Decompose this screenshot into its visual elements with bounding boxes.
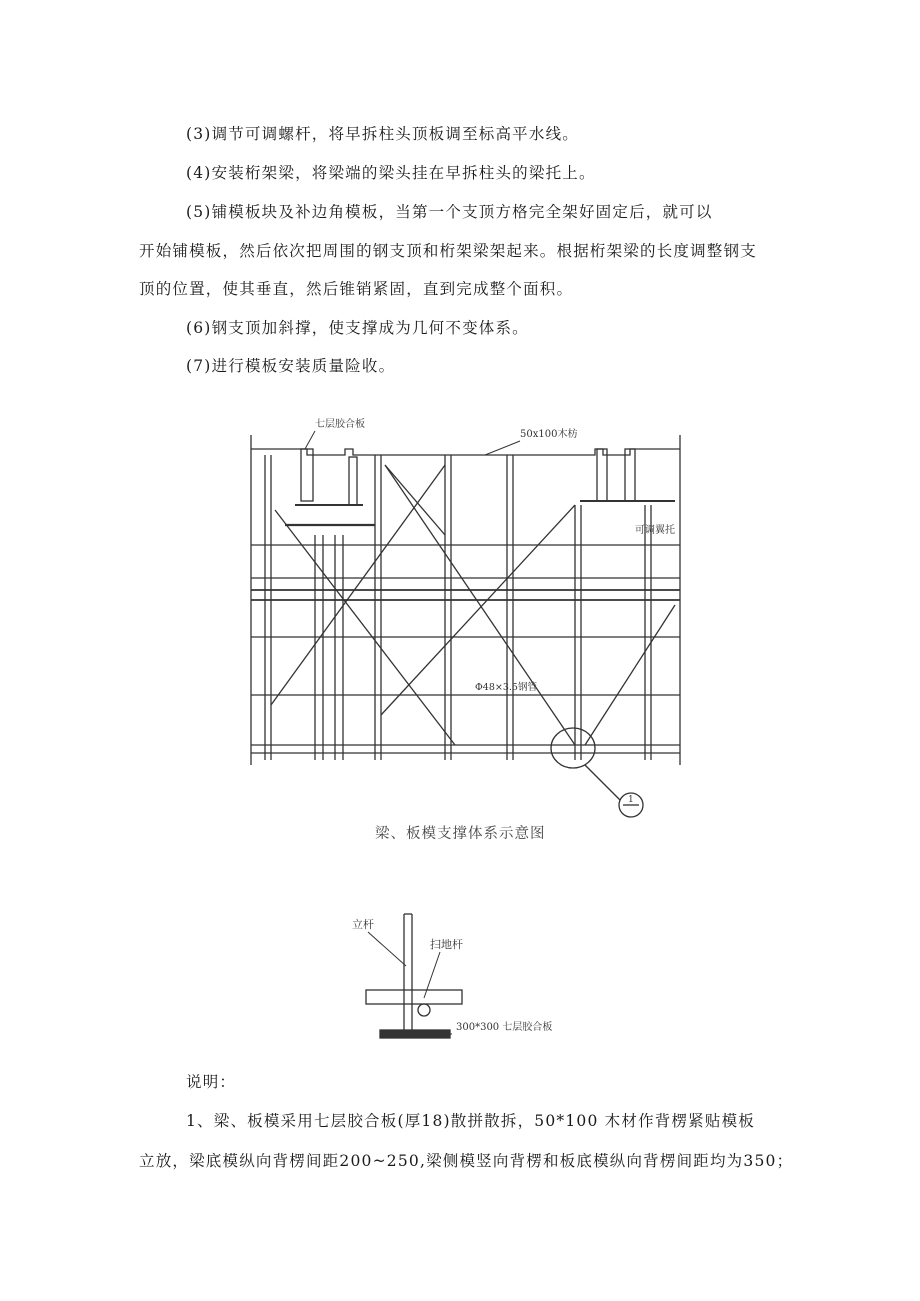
step-5 <box>186 201 713 223</box>
step-5-num: (5) <box>186 203 212 221</box>
notes-item1-line1: 1、梁、板模采用七层胶合板(厚18)散拼散拆，50*100 木材作背楞紧贴模板 <box>186 1112 755 1130</box>
step-3-text: 调节可调螺杆，将早拆柱头顶板调至标高平水线。 <box>211 125 579 143</box>
step-6-num: (6) <box>186 319 212 337</box>
step-4-text: 安装桁架梁，将梁端的梁头挂在早拆柱头的梁托上。 <box>211 164 596 182</box>
step-4-num: (4) <box>186 164 212 182</box>
base-detail-diagram <box>340 910 590 1070</box>
step-6-text: 钢支顶加斜撑，使支撑成为几何不变体系。 <box>211 319 529 337</box>
label-pipe: Φ48×3.5钢管 <box>475 682 537 693</box>
step-7-text: 进行模板安装质量险收。 <box>211 357 396 375</box>
step-4 <box>186 162 596 184</box>
step-5-text: 铺模板块及补边角模板，当第一个支顶方格完全架好固定后，就可以 <box>211 203 713 221</box>
label-timber: 50x100木枋 <box>520 429 578 440</box>
label-plywood: 七层胶合板 <box>315 419 365 430</box>
step-7 <box>186 355 395 377</box>
label-detail: 1 <box>628 795 634 805</box>
step-5-cont1: 开始铺模板，然后依次把周围的钢支顶和桁架梁架起来。根据桁架梁的长度调整钢支 <box>139 242 757 260</box>
step-7-num: (7) <box>186 357 212 375</box>
support-system-diagram <box>235 405 695 825</box>
label-base: 300*300 七层胶合板 <box>456 1022 553 1033</box>
step-3 <box>186 123 579 145</box>
label-sweep: 扫地杆 <box>430 938 463 951</box>
label-support: 可调翼托 <box>635 525 675 536</box>
notes-heading: 说明： <box>186 1073 237 1091</box>
notes-item1-line2: 立放，梁底模纵向背楞间距200~250,梁侧模竖向背楞和板底模纵向背楞间距均为350； <box>139 1152 794 1170</box>
step-6 <box>186 317 529 339</box>
figure-caption: 梁、板模支撑体系示意图 <box>375 826 546 842</box>
step-3-num: (3) <box>186 125 212 143</box>
label-pole: 立杆 <box>352 918 374 931</box>
step-5-cont2: 顶的位置，使其垂直，然后锥销紧固，直到完成整个面积。 <box>139 280 574 298</box>
